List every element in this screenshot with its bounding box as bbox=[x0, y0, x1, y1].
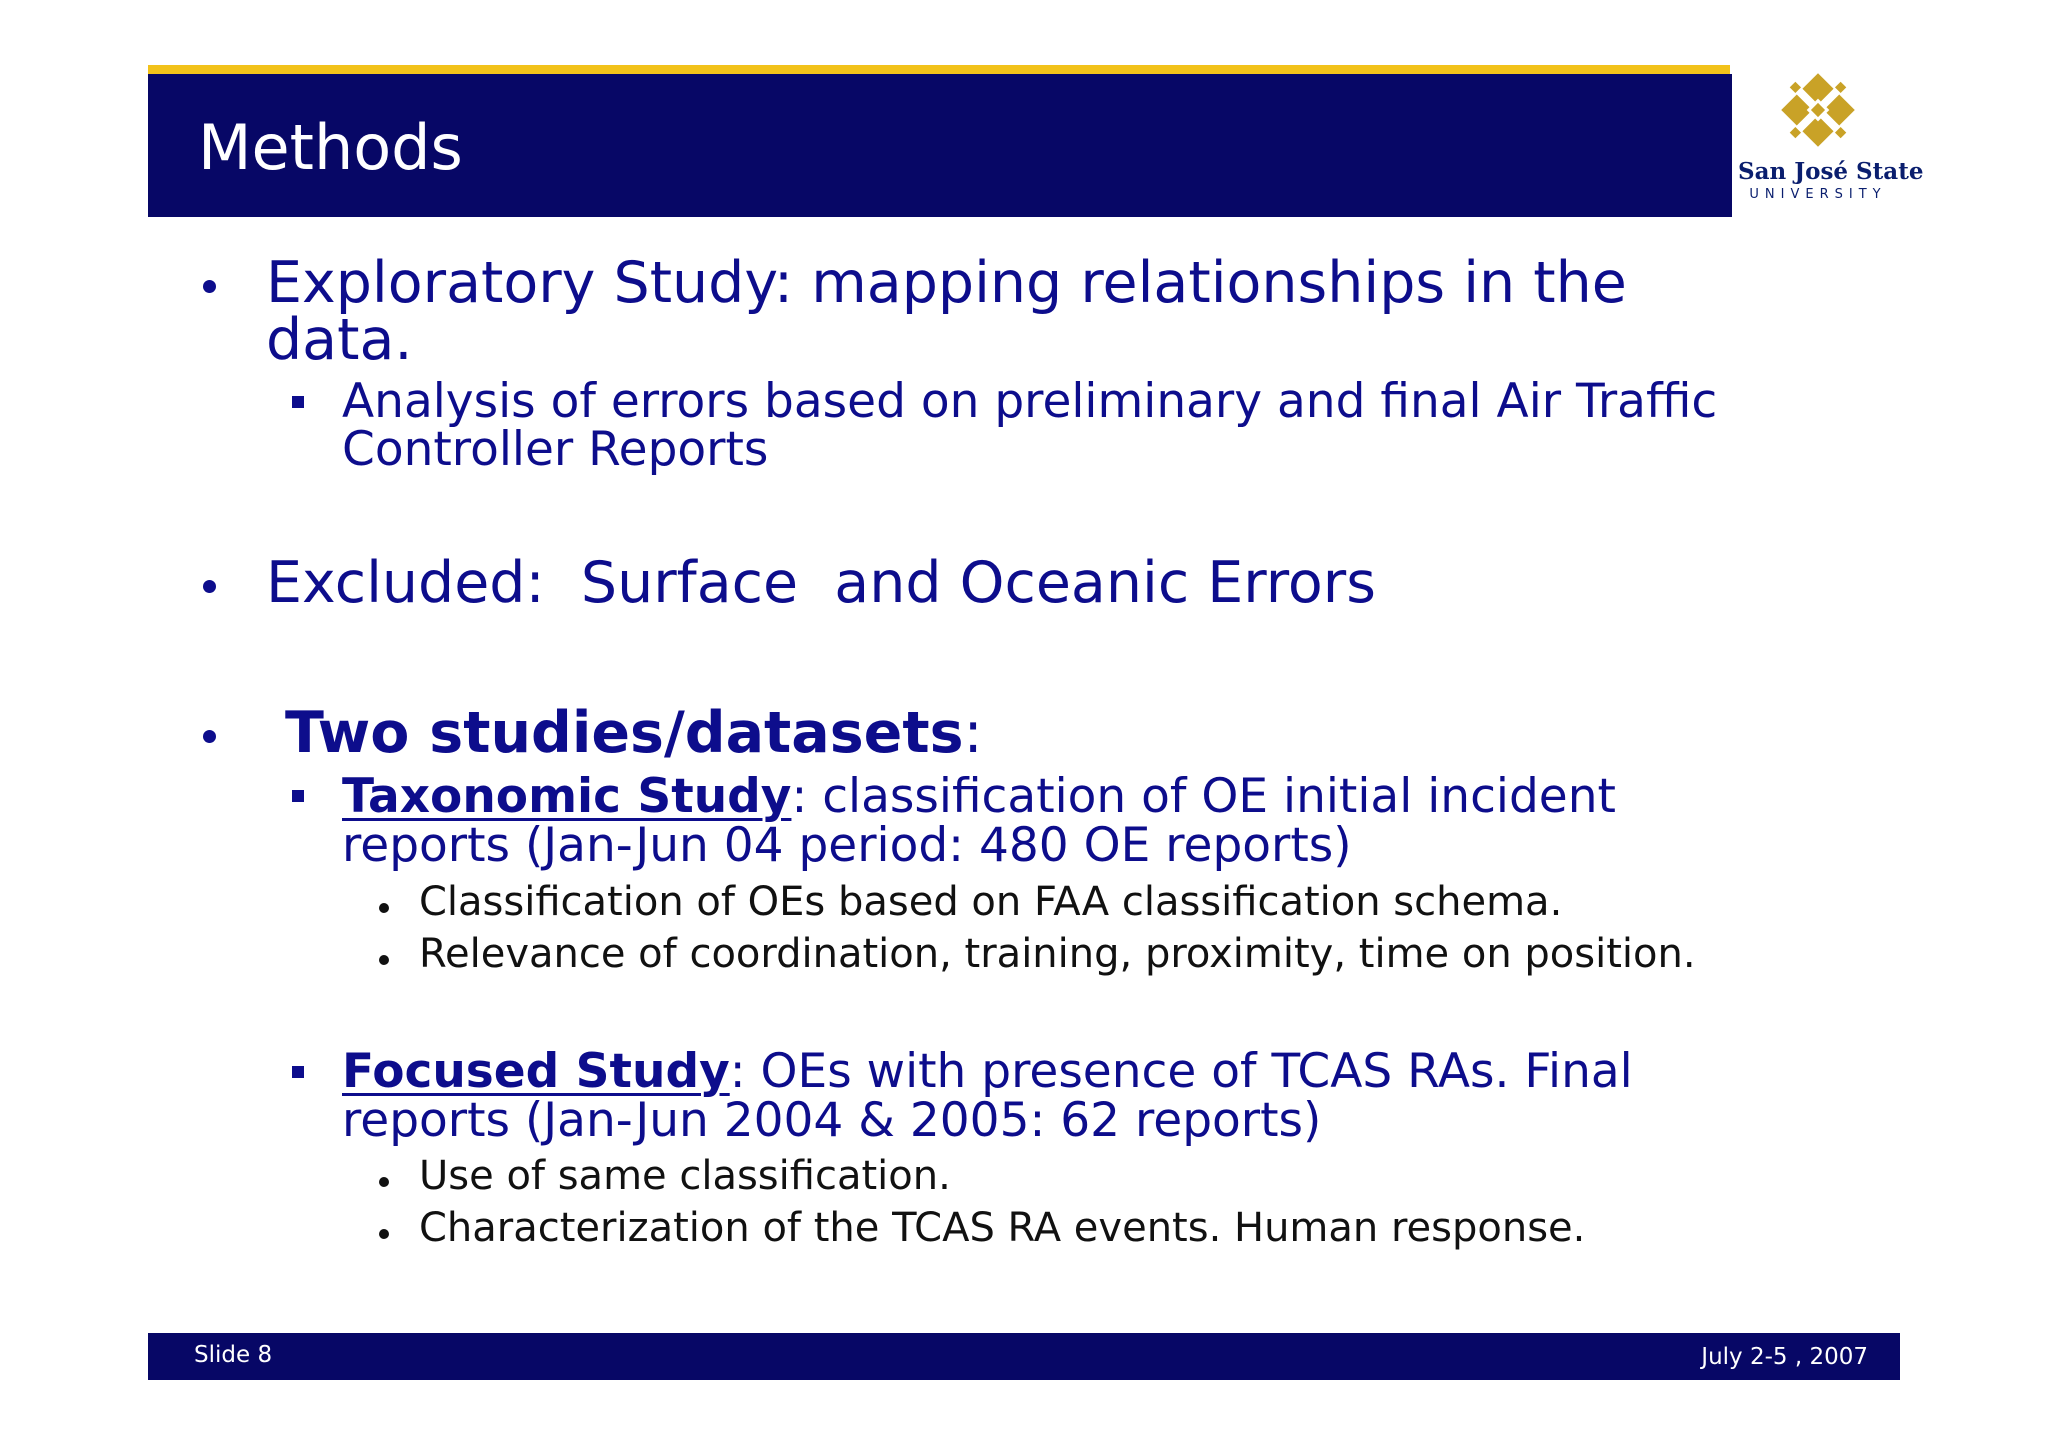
focused-line1 bbox=[342, 1044, 1633, 1099]
bullet-dot-icon bbox=[379, 1229, 389, 1239]
taxonomic-item-2: Relevance of coordination, training, proximity, time on position. bbox=[419, 931, 1696, 977]
slide-footer bbox=[148, 1333, 1900, 1380]
slide-number: Slide 8 bbox=[194, 1342, 273, 1368]
focused-line2: reports (Jan-Jun 2004 & 2005: 62 reports) bbox=[342, 1093, 1322, 1148]
bullet-dot-icon bbox=[203, 730, 216, 743]
bullet-two-studies bbox=[285, 700, 983, 766]
bullet-square-icon bbox=[292, 790, 304, 802]
logo-subtitle: UNIVERSITY bbox=[1749, 187, 1887, 202]
logo-wordmark: San José State bbox=[1738, 158, 1924, 185]
bullet-square-icon bbox=[292, 1066, 304, 1078]
focused-item-2: Characterization of the TCAS RA events. Human response. bbox=[419, 1205, 1586, 1251]
sub-analysis-line2: Controller Reports bbox=[342, 422, 769, 477]
focused-study-desc: : OEs with presence of TCAS RAs. Final bbox=[729, 1044, 1633, 1099]
bullet-dot-icon bbox=[203, 280, 216, 293]
two-studies-colon: : bbox=[963, 700, 983, 766]
taxonomic-line1 bbox=[342, 769, 1616, 824]
focused-item-1: Use of same classification. bbox=[419, 1153, 951, 1199]
bullet-dot-icon bbox=[203, 580, 216, 593]
taxonomic-line2: reports (Jan-Jun 04 period: 480 OE reports) bbox=[342, 818, 1352, 873]
slide-title: Methods bbox=[198, 111, 463, 184]
bullet-dot-icon bbox=[379, 903, 389, 913]
two-studies-heading: Two studies/datasets bbox=[285, 700, 964, 766]
taxonomic-study-desc: : classification of OE initial incident bbox=[791, 769, 1616, 824]
taxonomic-study-title: Taxonomic Study bbox=[342, 769, 792, 824]
sub-analysis-line1: Analysis of errors based on preliminary and final Air Traffic bbox=[342, 374, 1718, 429]
bullet-dot-icon bbox=[379, 1177, 389, 1187]
bullet-dot-icon bbox=[379, 955, 389, 965]
bullet-exploratory-line2: data. bbox=[266, 307, 413, 373]
bullet-excluded: Excluded: Surface and Oceanic Errors bbox=[266, 550, 1376, 616]
bullet-square-icon bbox=[292, 396, 304, 408]
taxonomic-item-1: Classification of OEs based on FAA classification schema. bbox=[419, 879, 1563, 925]
focused-study-title: Focused Study bbox=[342, 1044, 730, 1099]
bullet-exploratory-line1: Exploratory Study: mapping relationships in the bbox=[266, 250, 1627, 316]
presentation-date: July 2-5 , 2007 bbox=[1701, 1344, 1868, 1370]
